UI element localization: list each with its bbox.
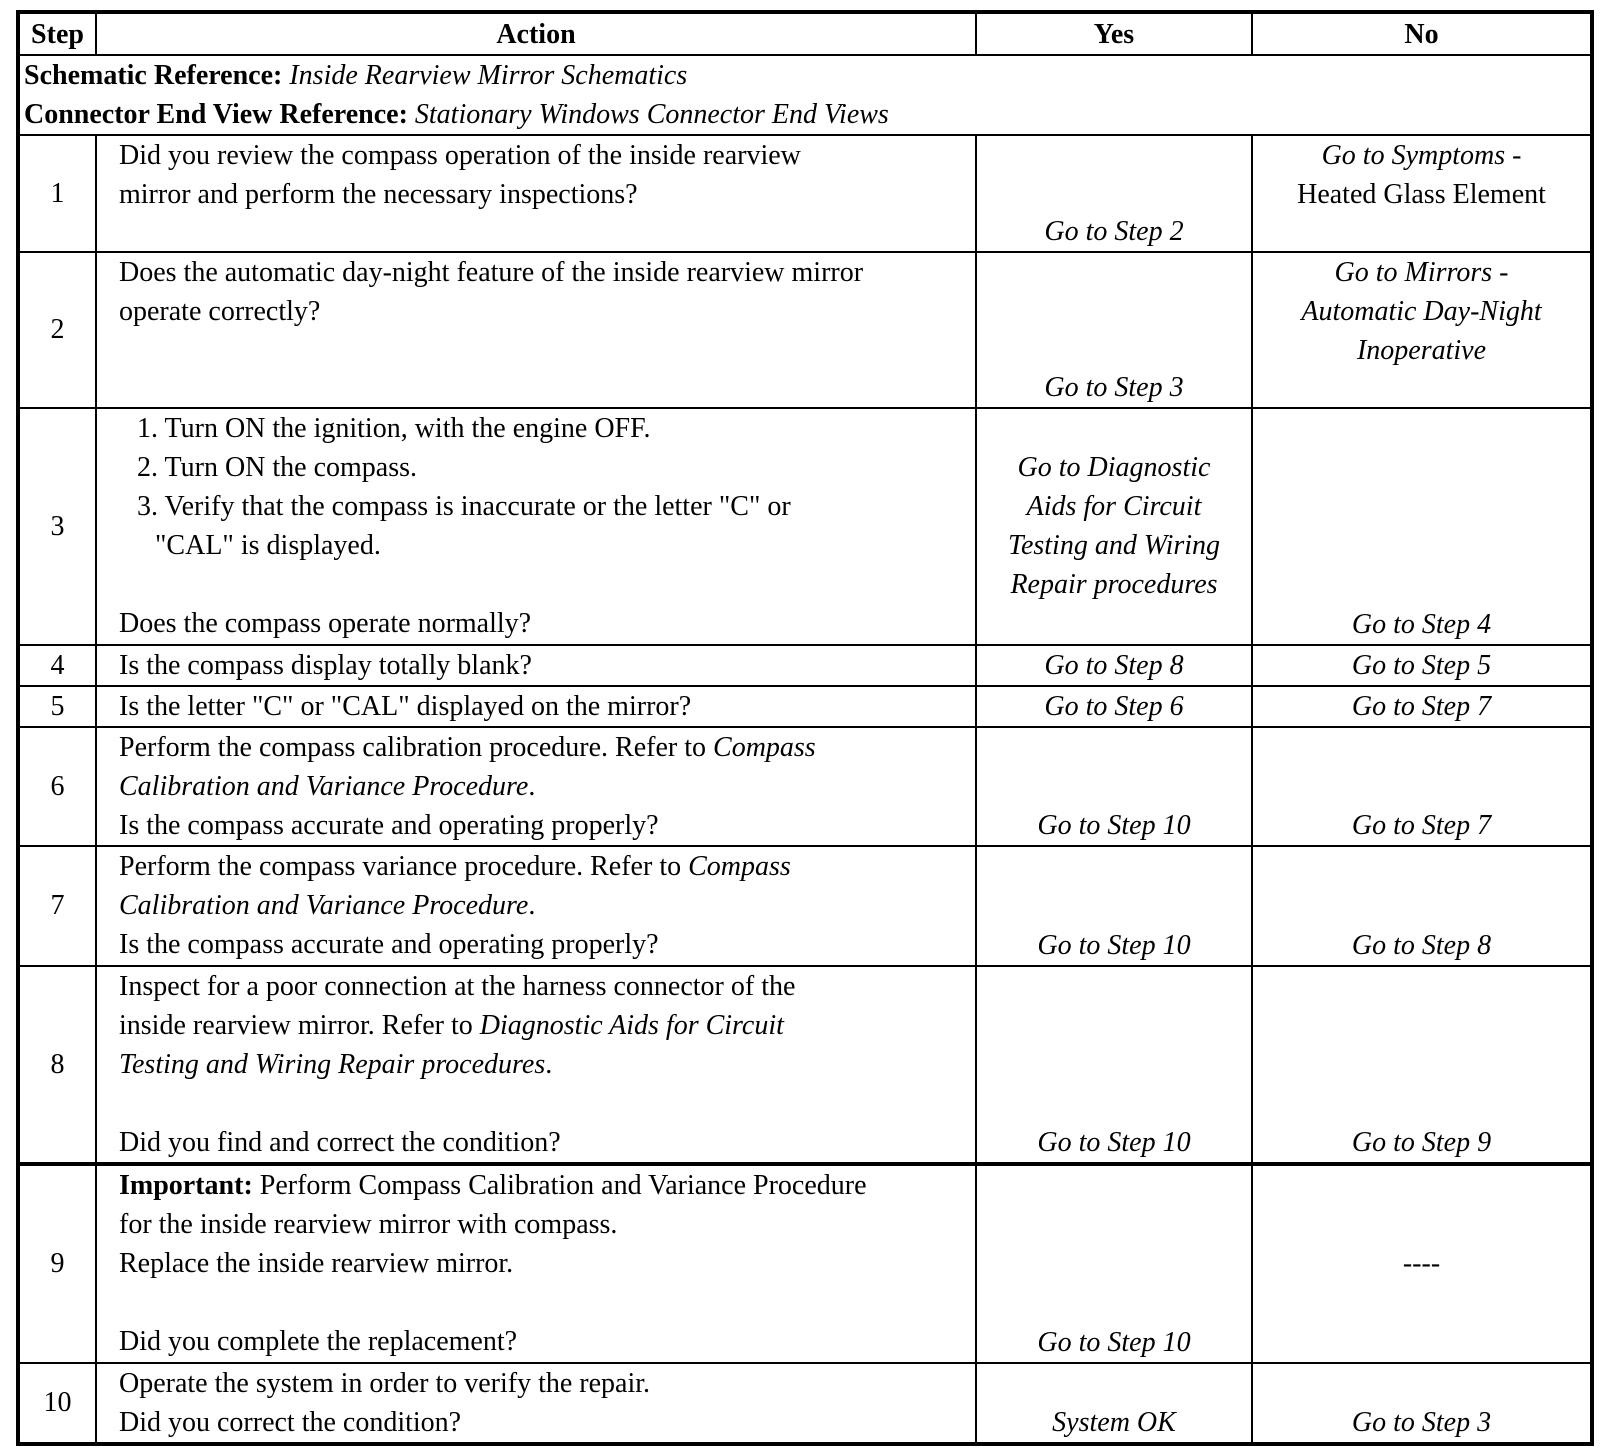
- yes-link[interactable]: Go to Step 6: [1044, 690, 1184, 722]
- header-no: No: [1252, 12, 1592, 55]
- no-link[interactable]: Automatic Day-Night: [1301, 295, 1542, 327]
- yes-cell: [976, 846, 1252, 965]
- yes-cell: [976, 966, 1252, 1165]
- no-text: -: [1505, 140, 1522, 172]
- yes-cell: [976, 252, 1252, 408]
- action-text: Operate the system in order to verify the repair.: [119, 1367, 651, 1399]
- procedure-link[interactable]: Calibration and Variance Procedure: [119, 890, 529, 922]
- no-link[interactable]: Go to Step 7: [1351, 690, 1492, 722]
- action-text: Inspect for a poor connection at the harness connector of the: [119, 970, 796, 1002]
- reference-cell: [18, 55, 1592, 135]
- action-list-item: 2. Turn ON the compass.: [137, 452, 418, 484]
- header-row: [18, 12, 1592, 55]
- procedure-link[interactable]: Compass: [713, 731, 816, 763]
- diagnostic-table: [16, 10, 1594, 1446]
- action-cell: [96, 1164, 976, 1363]
- no-cell: [1252, 846, 1592, 965]
- action-text: operate correctly?: [119, 295, 321, 327]
- yes-link[interactable]: Go to Step 10: [1037, 1326, 1191, 1358]
- step-number: 3: [18, 408, 96, 645]
- action-question: Did you correct the condition?: [119, 1406, 462, 1438]
- action-question: Is the compass accurate and operating properly?: [119, 809, 659, 841]
- step-number: 10: [18, 1363, 96, 1444]
- yes-link[interactable]: Aids for Circuit: [1026, 491, 1202, 523]
- yes-link[interactable]: Go to Step 10: [1037, 810, 1191, 842]
- reference-row: [18, 55, 1592, 135]
- action-cell: [96, 1363, 976, 1444]
- action-list-item: 3. Verify that the compass is inaccurate or the letter "C" or: [137, 491, 791, 523]
- action-text: .: [528, 770, 536, 802]
- action-text: for the inside rearview mirror with compass.: [119, 1209, 618, 1241]
- step-number: 1: [18, 135, 96, 251]
- action-question: Is the compass accurate and operating properly?: [119, 929, 659, 961]
- action-list-item-cont: "CAL" is displayed.: [155, 530, 381, 562]
- no-link[interactable]: Go to Step 8: [1351, 929, 1492, 961]
- action-text: Perform the compass calibration procedure. Refer to: [119, 731, 714, 763]
- yes-link[interactable]: Go to Step 10: [1037, 1127, 1191, 1159]
- yes-link[interactable]: Go to Diagnostic: [1017, 452, 1211, 484]
- table-row: [18, 846, 1592, 965]
- action-cell: [96, 846, 976, 965]
- yes-cell: [976, 1164, 1252, 1363]
- action-cell: [96, 135, 976, 251]
- no-cell: [1252, 686, 1592, 727]
- action-text: Is the letter "C" or "CAL" displayed on the mirror?: [96, 686, 976, 727]
- yes-link[interactable]: System OK: [1052, 1407, 1176, 1438]
- action-cell: [96, 252, 976, 408]
- action-cell: [96, 727, 976, 846]
- action-list-item: 1. Turn ON the ignition, with the engine OFF.: [137, 413, 651, 445]
- action-text: mirror and perform the necessary inspections?: [119, 179, 638, 211]
- no-text: Heated Glass Element: [1297, 179, 1546, 211]
- no-cell: [1252, 135, 1592, 251]
- action-question: Does the compass operate normally?: [119, 608, 532, 640]
- action-text: Perform the compass variance procedure. Refer to: [119, 851, 689, 883]
- table-row: [18, 408, 1592, 645]
- step-number: 6: [18, 727, 96, 846]
- table-row: [18, 1164, 1592, 1363]
- step-number: 2: [18, 252, 96, 408]
- no-cell: [1252, 252, 1592, 408]
- no-link[interactable]: Go to Step 7: [1351, 810, 1492, 842]
- no-link[interactable]: Go to Step 9: [1351, 1127, 1492, 1159]
- yes-link[interactable]: Repair procedures: [1010, 569, 1218, 601]
- yes-link[interactable]: Testing and Wiring: [1007, 530, 1221, 562]
- action-text: Does the automatic day-night feature of the inside rearview mirror: [119, 256, 864, 288]
- yes-cell: [976, 1363, 1252, 1444]
- procedure-link[interactable]: Calibration and Variance Procedure: [119, 770, 529, 802]
- table-row: [18, 252, 1592, 408]
- table-row: [18, 686, 1592, 727]
- action-text: Did you review the compass operation of the inside rearview: [119, 140, 801, 172]
- yes-cell: [976, 686, 1252, 727]
- connector-reference-label: Connector End View Reference:: [24, 99, 408, 131]
- table-row: [18, 727, 1592, 846]
- header-step: Step: [18, 12, 96, 55]
- action-question: Did you find and correct the condition?: [119, 1126, 561, 1158]
- no-cell: [1252, 727, 1592, 846]
- yes-cell: [976, 408, 1252, 645]
- yes-cell: [976, 727, 1252, 846]
- table-row: [18, 645, 1592, 686]
- no-cell: [1252, 1363, 1592, 1444]
- yes-cell: [976, 645, 1252, 686]
- yes-link[interactable]: Go to Step 8: [1044, 649, 1184, 681]
- no-cell: [1252, 1164, 1592, 1363]
- procedure-link[interactable]: Diagnostic Aids for Circuit: [479, 1009, 784, 1041]
- schematic-reference-label: Schematic Reference:: [24, 60, 283, 92]
- action-text: .: [528, 890, 536, 922]
- yes-cell: [976, 135, 1252, 251]
- table-row: [18, 135, 1592, 251]
- no-link[interactable]: Go to Symptoms: [1321, 140, 1506, 172]
- action-text: Replace the inside rearview mirror.: [119, 1248, 514, 1280]
- no-link[interactable]: Go to Step 3: [1351, 1407, 1492, 1438]
- action-question: Did you complete the replacement?: [119, 1326, 518, 1358]
- yes-link[interactable]: Go to Step 3: [1044, 372, 1184, 404]
- no-link[interactable]: Go to Step 4: [1351, 608, 1492, 640]
- connector-reference-link[interactable]: Stationary Windows Connector End Views: [414, 99, 889, 131]
- no-cell: [1252, 408, 1592, 645]
- no-link[interactable]: Go to Step 5: [1351, 649, 1492, 681]
- action-text: inside rearview mirror. Refer to: [119, 1009, 480, 1041]
- header-yes: Yes: [976, 12, 1252, 55]
- step-number: 9: [18, 1164, 96, 1363]
- procedure-link[interactable]: Compass: [688, 851, 791, 883]
- table-row: [18, 966, 1592, 1165]
- step-number: 5: [18, 686, 96, 727]
- yes-link[interactable]: Go to Step 10: [1037, 929, 1191, 961]
- header-action: Action: [96, 12, 976, 55]
- yes-link[interactable]: Go to Step 2: [1044, 215, 1184, 247]
- schematic-reference-link[interactable]: Inside Rearview Mirror Schematics: [289, 60, 688, 92]
- action-text: .: [545, 1048, 553, 1080]
- action-cell: [96, 966, 976, 1165]
- no-cell: [1252, 966, 1592, 1165]
- action-text: Is the compass display totally blank?: [96, 645, 976, 686]
- step-number: 7: [18, 846, 96, 965]
- action-text: Perform Compass Calibration and Variance Procedure: [252, 1170, 867, 1202]
- procedure-link[interactable]: Testing and Wiring Repair procedures: [119, 1048, 546, 1080]
- table-row: [18, 1363, 1592, 1444]
- step-number: 4: [18, 645, 96, 686]
- no-text: ----: [1402, 1248, 1441, 1280]
- no-link[interactable]: Go to Mirrors -: [1334, 256, 1509, 288]
- no-cell: [1252, 645, 1592, 686]
- step-number: 8: [18, 966, 96, 1165]
- no-link[interactable]: Inoperative: [1356, 334, 1487, 366]
- action-cell: [96, 408, 976, 645]
- important-label: Important:: [119, 1170, 253, 1202]
